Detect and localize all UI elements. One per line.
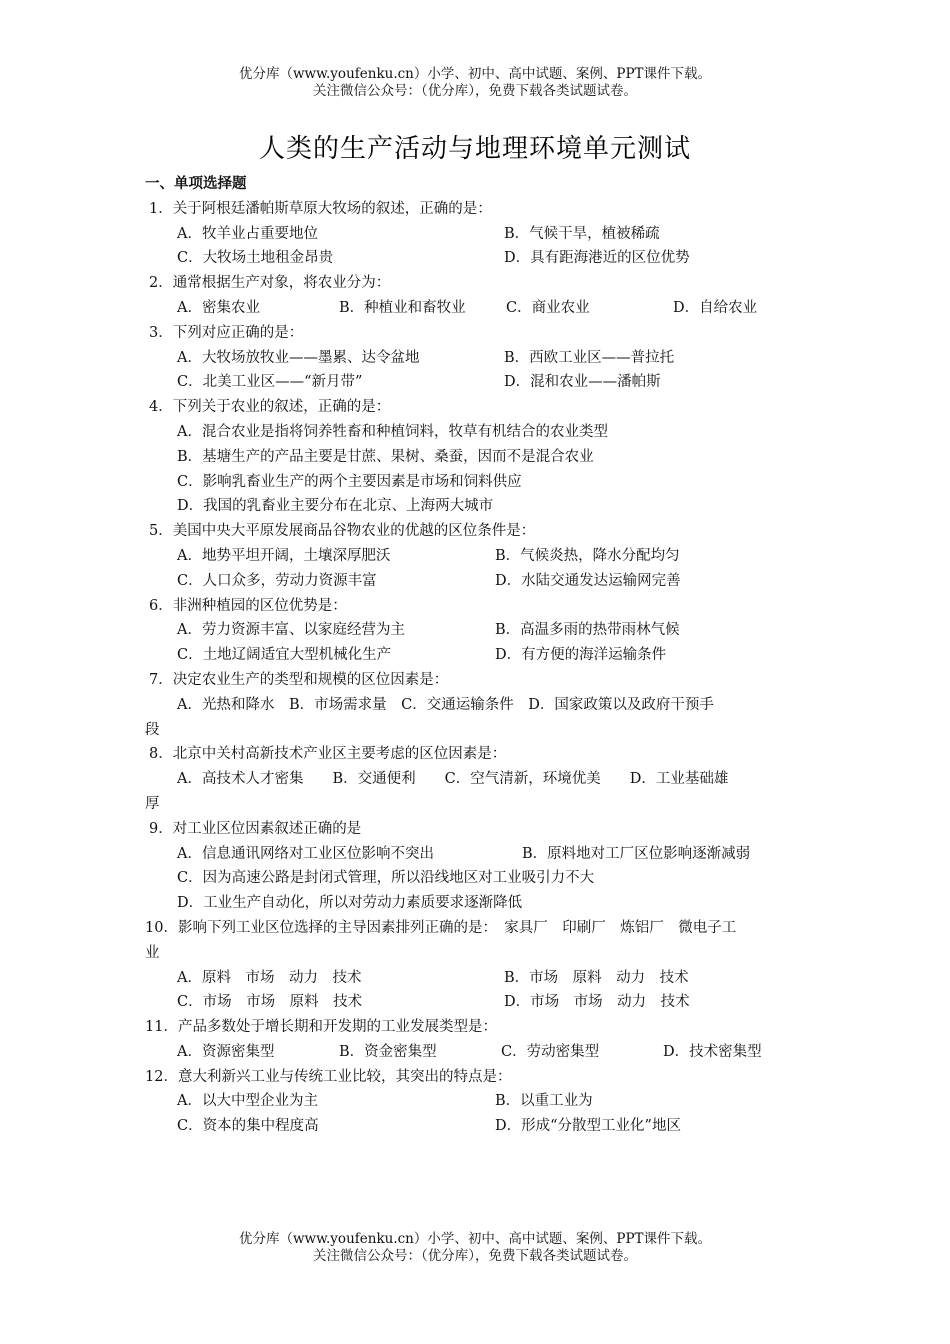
option-b: B．市场 原料 动力 技术	[504, 969, 689, 986]
option-a: A．混合农业是指将饲养牲畜和种植饲料，牧草有机结合的农业类型	[177, 423, 608, 440]
page-footer	[0, 1231, 950, 1265]
option-c: C．大牧场土地租金昂贵	[177, 250, 334, 267]
question-stem-continuation: 业	[145, 944, 160, 961]
question-stem: 7．决定农业生产的类型和规模的区位因素是：	[149, 671, 449, 688]
footer-line-1: 优分库（www.youfenku.cn）小学、初中、高中试题、案例、PPT课件下载。	[238, 1231, 712, 1247]
option-d: D．我国的乳畜业主要分布在北京、上海两大城市	[177, 498, 494, 515]
option-line-continuation: 厚	[145, 795, 160, 812]
option-a: A．以大中型企业为主	[177, 1093, 318, 1110]
option-b: B．以重工业为	[495, 1093, 593, 1110]
document-title: 人类的生产活动与地理环境单元测试	[258, 134, 691, 164]
question-stem: 6．非洲种植园的区位优势是：	[149, 597, 347, 614]
question-list	[145, 172, 810, 1139]
header-line-1: 优分库（www.youfenku.cn）小学、初中、高中试题、案例、PPT课件下载。	[238, 66, 712, 82]
option-b: B．种植业和畜牧业	[339, 299, 466, 316]
option-c: C．人口众多，劳动力资源丰富	[177, 572, 377, 589]
question-stem: 3．下列对应正确的是：	[149, 324, 304, 341]
option-row	[145, 842, 810, 867]
option-c: C．劳动密集型	[501, 1043, 600, 1060]
option-row	[145, 544, 810, 569]
option-a: A．大牧场放牧业——墨累、达令盆地	[177, 349, 420, 366]
option-d: D．自给农业	[673, 299, 758, 316]
option-a: A．密集农业	[177, 299, 260, 316]
option-d: D．具有距海港近的区位优势	[504, 250, 690, 267]
option-row	[145, 618, 810, 643]
option-row	[145, 1040, 810, 1065]
question-stem: 12．意大利新兴工业与传统工业比较，其突出的特点是：	[145, 1068, 512, 1085]
option-row	[145, 222, 810, 247]
option-a: A．原料 市场 动力 技术	[177, 969, 362, 986]
question-stem: 5．美国中央大平原发展商品谷物农业的优越的区位条件是：	[149, 523, 536, 540]
option-d: D．水陆交通发达运输网完善	[495, 572, 681, 589]
option-d: D．混和农业——潘帕斯	[504, 374, 661, 391]
option-c: C．因为高速公路是封闭式管理，所以沿线地区对工业吸引力不大	[177, 870, 595, 887]
option-b: B．西欧工业区——普拉托	[504, 349, 675, 366]
option-b: B．原料地对工厂区位影响逐渐减弱	[522, 845, 751, 862]
option-a: A．劳力资源丰富、以家庭经营为主	[177, 622, 405, 639]
section-heading: 一、单项选择题	[145, 176, 247, 192]
question-stem: 4．下列关于农业的叙述，正确的是：	[149, 399, 391, 416]
option-row	[145, 990, 810, 1015]
option-b: B．资金密集型	[339, 1043, 437, 1060]
footer-line-2: 关注微信公众号：（优分库），免费下载各类试题试卷。	[313, 1248, 637, 1264]
question-stem: 11．产品多数处于增长期和开发期的工业发展类型是：	[145, 1019, 497, 1036]
option-a: A．地势平坦开阔，土壤深厚肥沃	[177, 547, 391, 564]
option-row	[145, 1114, 810, 1139]
option-b: B．基塘生产的产品主要是甘蔗、果树、桑蚕，因而不是混合农业	[177, 448, 594, 465]
option-row	[145, 966, 810, 991]
question-stem: 2．通常根据生产对象，将农业分为：	[149, 275, 391, 292]
option-line: A．光热和降水 B．市场需求量 C．交通运输条件 D．国家政策以及政府干预手	[177, 696, 714, 713]
header-line-2: 关注微信公众号：（优分库），免费下载各类试题试卷。	[313, 83, 637, 99]
option-d: D．工业生产自动化，所以对劳动力素质要求逐渐降低	[177, 895, 523, 912]
option-row	[145, 569, 810, 594]
option-d: D．市场 市场 动力 技术	[504, 994, 690, 1011]
option-d: D．技术密集型	[663, 1043, 762, 1060]
option-row	[145, 296, 810, 321]
option-c: C．影响乳畜业生产的两个主要因素是市场和饲料供应	[177, 473, 522, 490]
option-c: C．商业农业	[506, 299, 590, 316]
option-row	[145, 1089, 810, 1114]
option-a: A．牧羊业占重要地位	[177, 225, 318, 242]
question-stem: 9．对工业区位因素叙述正确的是	[149, 820, 362, 837]
option-d: D．有方便的海洋运输条件	[495, 647, 667, 664]
option-line: A．高技术人才密集 B．交通便利 C．空气清新，环境优美 D．工业基础雄	[177, 771, 729, 788]
question-stem: 1．关于阿根廷潘帕斯草原大牧场的叙述，正确的是：	[149, 200, 492, 217]
question-stem: 10．影响下列工业区位选择的主导因素排列正确的是： 家具厂 印刷厂 炼铝厂 微电子工	[145, 919, 737, 936]
question-stem: 8．北京中关村高新技术产业区主要考虑的区位因素是：	[149, 746, 507, 763]
option-d: D．形成“分散型工业化”地区	[495, 1118, 681, 1135]
option-b: B．气候炎热，降水分配均匀	[495, 547, 680, 564]
option-a: A．信息通讯网络对工业区位影响不突出	[177, 845, 434, 862]
option-c: C．市场 市场 原料 技术	[177, 994, 363, 1011]
option-b: B．高温多雨的热带雨林气候	[495, 622, 680, 639]
option-c: C．资本的集中程度高	[177, 1118, 319, 1135]
option-line-continuation: 段	[145, 721, 160, 738]
option-row	[145, 246, 810, 271]
option-row	[145, 346, 810, 371]
option-b: B．气候干旱，植被稀疏	[504, 225, 660, 242]
option-c: C．土地辽阔适宜大型机械化生产	[177, 647, 392, 664]
option-row	[145, 643, 810, 668]
option-c: C．北美工业区——“新月带”	[177, 374, 363, 391]
page-header	[0, 66, 950, 100]
option-row	[145, 370, 810, 395]
option-a: A．资源密集型	[177, 1043, 275, 1060]
